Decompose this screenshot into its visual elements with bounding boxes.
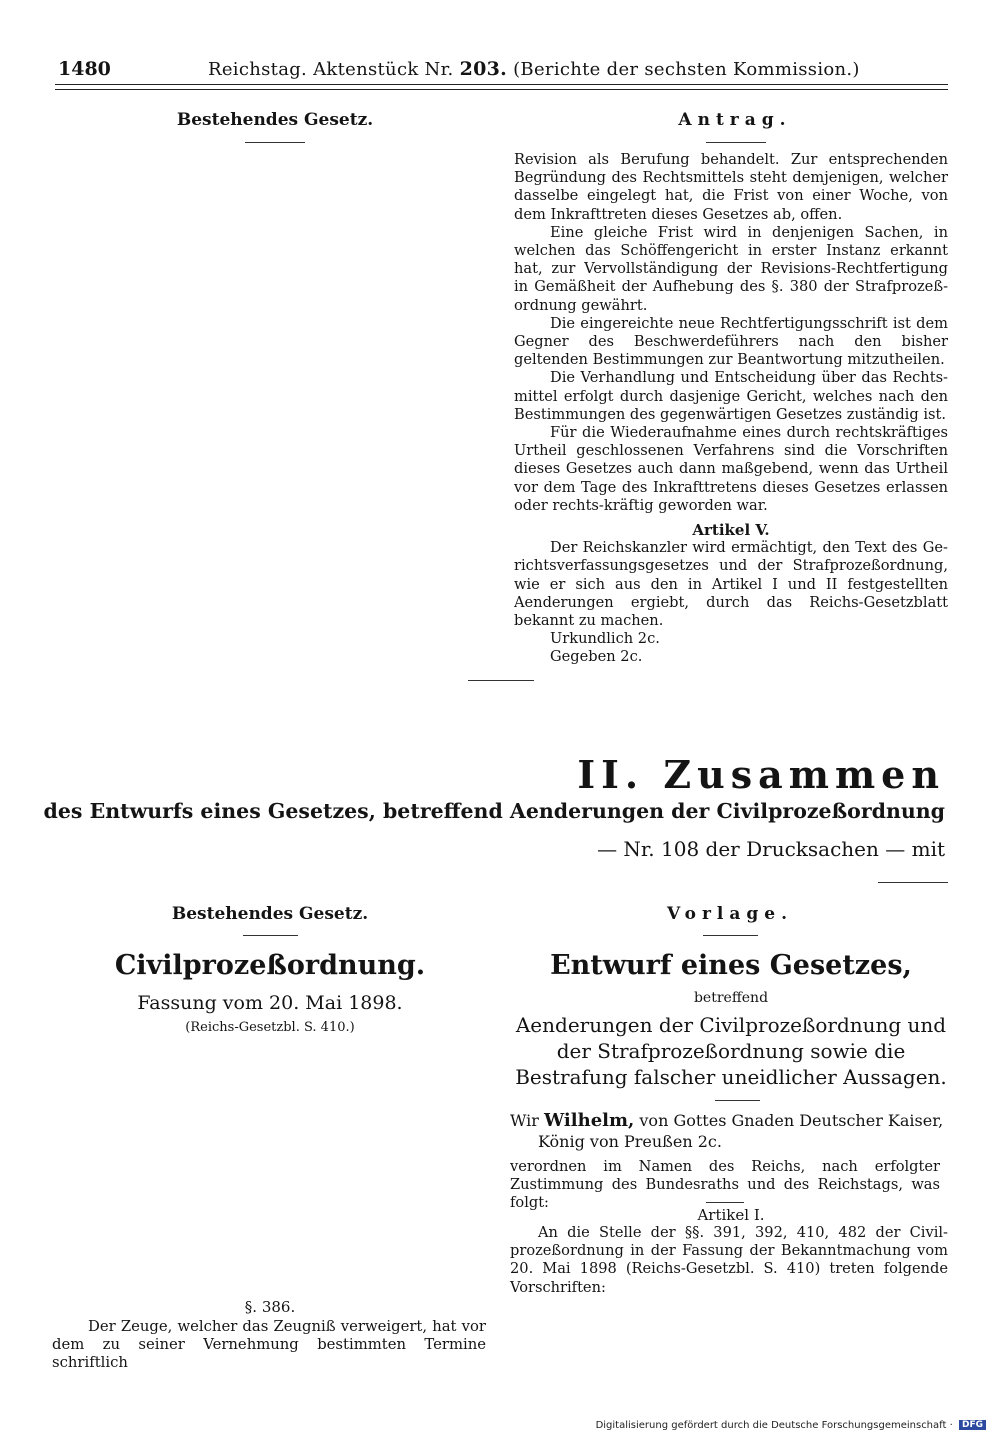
section-title: II. Zusammen xyxy=(577,752,945,797)
law-version: Fassung vom 20. Mai 1898. xyxy=(137,992,403,1014)
preamble-text: verordnen im Namen des Reichs, nach erfolgter Zustimmung des Bundesraths und des Reichstags, was folgt: xyxy=(510,1158,940,1212)
law-title: Civilprozeßordnung. xyxy=(114,950,426,981)
preamble-rule xyxy=(706,1202,744,1203)
preamble-line-1 xyxy=(510,1110,950,1131)
antrag-paragraph-5: Für die Wiederaufnahme eines durch rechtskräftiges Urtheil geschlossenen Verfahrens sind die Vorschriften dieses Gesetzes auch dann maßgebend, wenn das Urtheil vor dem Tage des Inkrafttretens dieses Gesetzes erlassen oder rechts-kräftig geworden war. xyxy=(514,424,948,514)
section-title-line-3: — Nr. 108 der Drucksachen — mit xyxy=(597,837,945,861)
antrag-paragraph-2: Eine gleiche Frist wird in denjenigen Sachen, in welchen das Schöffengericht in erster Instanz erkannt hat, zur Vervollständigung der Revisions-Rechtfertigung in Gemäßheit der Aufhebung des §. 380 der Strafprozeß-ordnung gewährt. xyxy=(514,223,948,314)
preamble-wir: Wir xyxy=(510,1111,539,1130)
left-heading-rule xyxy=(245,142,305,143)
document-number: 203. xyxy=(459,58,508,80)
closing-urkundlich: Urkundlich 2c. xyxy=(550,630,660,648)
top-section-end-rule xyxy=(468,680,534,681)
preamble-line-2: König von Preußen 2c. xyxy=(538,1132,722,1151)
right-heading-rule xyxy=(706,142,766,143)
preamble xyxy=(510,1110,950,1152)
running-header-prefix: Reichstag. Aktenstück Nr. xyxy=(208,59,454,80)
draft-title: Entwurf eines Gesetzes, xyxy=(550,950,912,981)
left-column-heading: Bestehendes Gesetz. xyxy=(176,110,374,130)
footer xyxy=(596,1420,986,1431)
section-title-rule xyxy=(878,882,948,883)
header-rule xyxy=(55,84,948,90)
right-column-heading: Antrag. xyxy=(678,110,792,130)
section-title-line-2: des Entwurfs eines Gesetzes, betreffend Aenderungen der Civilprozeßordnung xyxy=(43,799,945,823)
section-386-text: Der Zeuge, welcher das Zeugniß verweigert, hat vor dem zu seiner Vernehmung bestimmten Termine schriftlich xyxy=(52,1318,486,1372)
preamble-title: von Gottes Gnaden Deutscher Kaiser, xyxy=(639,1111,944,1130)
antrag-paragraph-1: Revision als Berufung behandelt. Zur entsprechenden Begründung des Rechtsmittels steht demjenigen, welcher dasselbe eingelegt hat, die Frist von einer Woche, von dem Inkrafttreten dieses Gesetzes ab, offen. xyxy=(514,151,948,223)
draft-subject-rule xyxy=(715,1100,760,1101)
closing-gegeben: Gegeben 2c. xyxy=(550,648,643,666)
running-header xyxy=(208,58,860,80)
antrag-paragraph-3: Die eingereichte neue Rechtfertigungsschrift ist dem Gegner des Beschwerdeführers nach den bisher geltenden Bestimmungen zur Beantwortung mitzutheilen. xyxy=(514,314,948,369)
bottom-left-heading: Bestehendes Gesetz. xyxy=(171,904,369,924)
article-i-heading: Artikel I. xyxy=(697,1206,765,1224)
running-header-suffix: (Berichte der sechsten Kommission.) xyxy=(513,59,860,80)
article-v-text: Der Reichskanzler wird ermächtigt, den Text des Ge-richtsverfassungsgesetzes und der Strafprozeßordnung, wie er sich aus den in Artikel I und II festgestellten Aenderungen ergiebt, durch das Reichs-Gesetzblatt bekannt zu machen. xyxy=(514,539,948,630)
bottom-right-heading: Vorlage. xyxy=(666,904,794,924)
antrag-paragraph-4: Die Verhandlung und Entscheidung über das Rechts-mittel erfolgt durch dasjenige Gericht, welches nach den Bestimmungen des gegenwärtigen Gesetzes zuständig ist. xyxy=(514,369,948,423)
article-i-text: An die Stelle der §§. 391, 392, 410, 482 der Civil-prozeßordnung in der Fassung der Bekanntmachung vom 20. Mai 1898 (Reichs-Gesetzbl. S. 410) treten folgende Vorschriften: xyxy=(510,1224,948,1296)
article-v-heading: Artikel V. xyxy=(692,521,770,540)
antrag-column xyxy=(514,151,948,667)
draft-subject: Aenderungen der Civilprozeßordnung und der Strafprozeßordnung sowie die Bestrafung falscher uneidlicher Aussagen. xyxy=(515,1013,947,1089)
preamble-name: Wilhelm, xyxy=(544,1110,635,1131)
dfg-logo: DFG xyxy=(959,1420,986,1430)
law-reference: (Reichs-Gesetzbl. S. 410.) xyxy=(185,1020,355,1035)
page-number: 1480 xyxy=(58,58,111,80)
section-386-number: §. 386. xyxy=(244,1298,296,1316)
bottom-right-heading-rule xyxy=(703,935,758,936)
footer-text: Digitalisierung gefördert durch die Deutsche Forschungsgemeinschaft xyxy=(595,1420,947,1431)
footer-separator: · xyxy=(949,1420,953,1431)
bottom-left-heading-rule xyxy=(243,935,298,936)
draft-betreffend: betreffend xyxy=(693,990,769,1006)
